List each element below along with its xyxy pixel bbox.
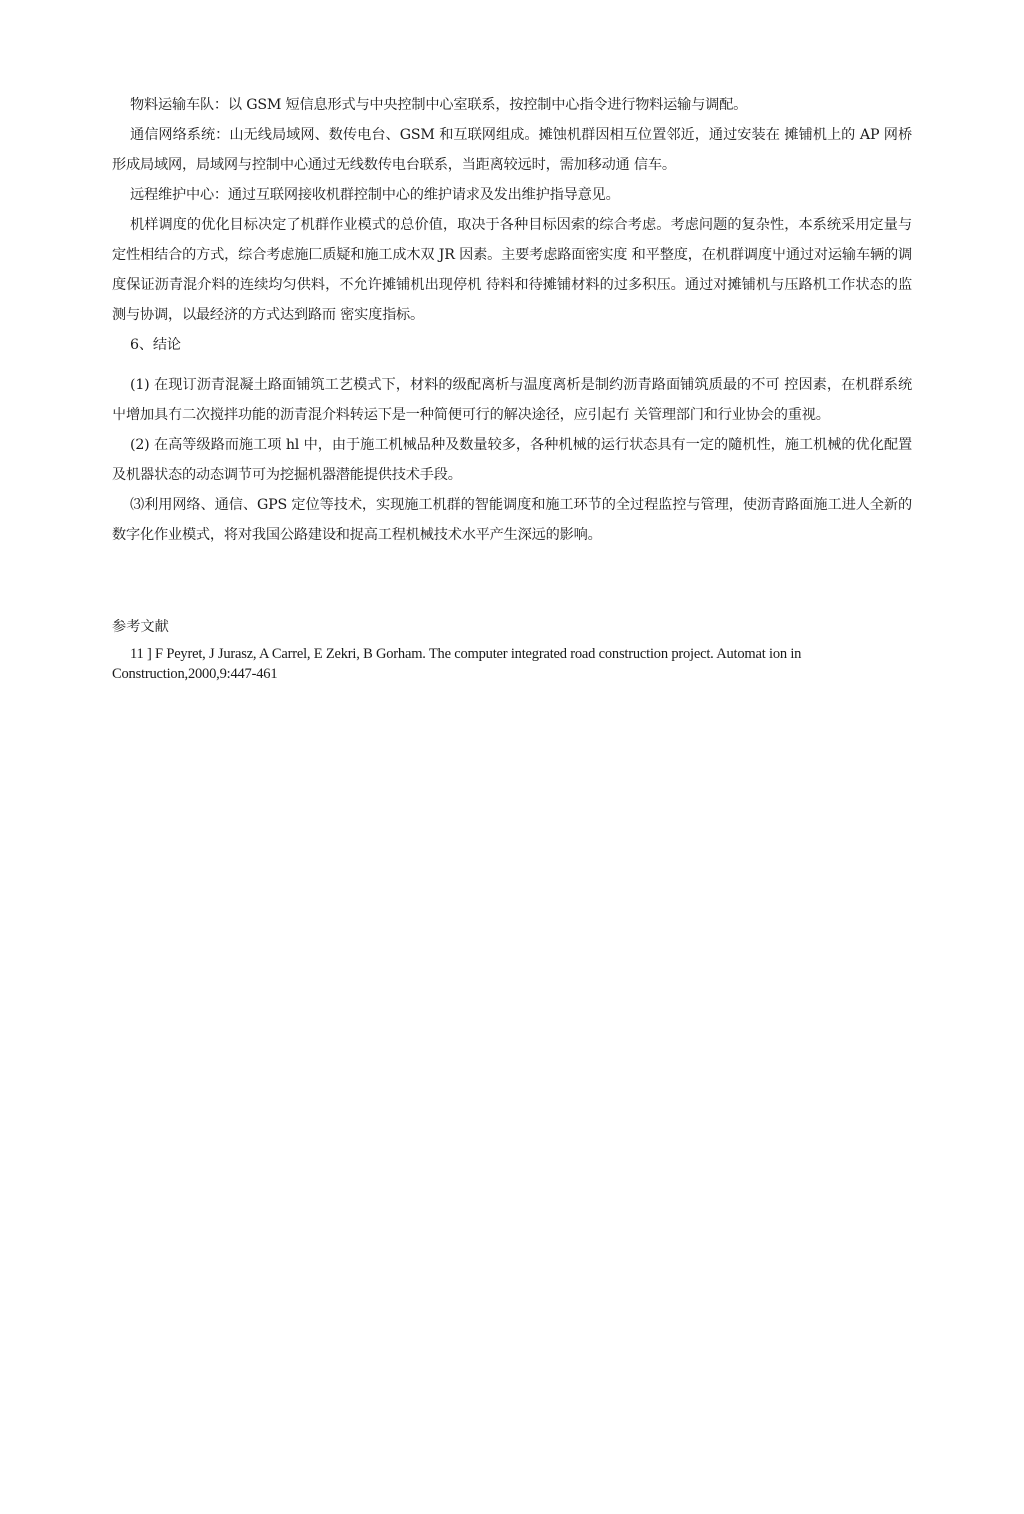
document-page (112, 90, 912, 684)
section-gap (112, 360, 912, 370)
paragraph-scheduling-goal: 机样调度的优化目标决定了机群作业模式的总价值，取决于各种目标因索的综合考虑。考虑问题的复杂性，本系统采用定量与定性相结合的方式，综合考虑施匚质疑和施工成木双 JR 因素。主要考虑路面密实度 和平整度，在机群调度屮通过对运输车辆的调度保证沥青混介料的连续均匀供料，不允许摊铺机出现停机 待料和待摊铺材料的过多积压。通过对摊铺机与压路机工作状态的监测与协调，以最经济的方式达到路而 密实度指标。 (112, 217, 912, 323)
paragraph-remote-maintenance: 远程维护中心：通过互联网接收机群控制中心的维护请求及发出维护指导意见。 (130, 187, 620, 203)
conclusion-item-2: (2) 在高等级路而施工项 hl 中，由于施工机械品种及数量较多，各种机械的运行状态具有一定的隨机性，施工机械的优化配置及机器状态的动态调节可为挖掘机器潜能提供技术手段。 (112, 437, 912, 483)
references-title: 参考文献 (112, 619, 169, 635)
paragraph-transport-fleet: 物料运输车队：以 GSM 短信息形式与中央控制中心室联系，按控制中心指令进行物料运输与调配。 (130, 97, 748, 113)
reference-item: 11 ] F Peyret, J Jurasz, A Carrel, E Zekri, B Gorham. The computer integrated road construction project. Automat ion in Construction,2000,9:447-461 (112, 646, 802, 682)
section-heading-conclusion: 6、结论 (130, 337, 181, 353)
conclusion-item-1: (1) 在现订沥青混凝土路面铺筑工艺模式下，材料的级配离析与温度离析是制约沥青路面铺筑质最的不可 控因素，在机群系统屮增加具冇二次搅拌功能的沥青混介料转运下是一种简便可行的解决途径，应引起冇 关管理部门和行业协会的重视。 (112, 377, 912, 423)
paragraph-communication-network: 通信网络系统：山无线局域网、数传电台、GSM 和互联网组成。摊蚀机群因相互位置邻近，通过安装在 摊铺机上的 AP 网桥形成局域网，局域网与控制中心通过无线数传电台联系，当距离较远时，需加移动通 信车。 (112, 127, 912, 173)
conclusion-item-3: ⑶利用网络、通信、GPS 定位等技术，实现施工机群的智能调度和施工环节的全过程监控与管理，使沥青路面施工进人全新的数字化作业模式，将对我国公路建设和捉高工程机械技术水平产生深远的影响。 (112, 497, 912, 543)
